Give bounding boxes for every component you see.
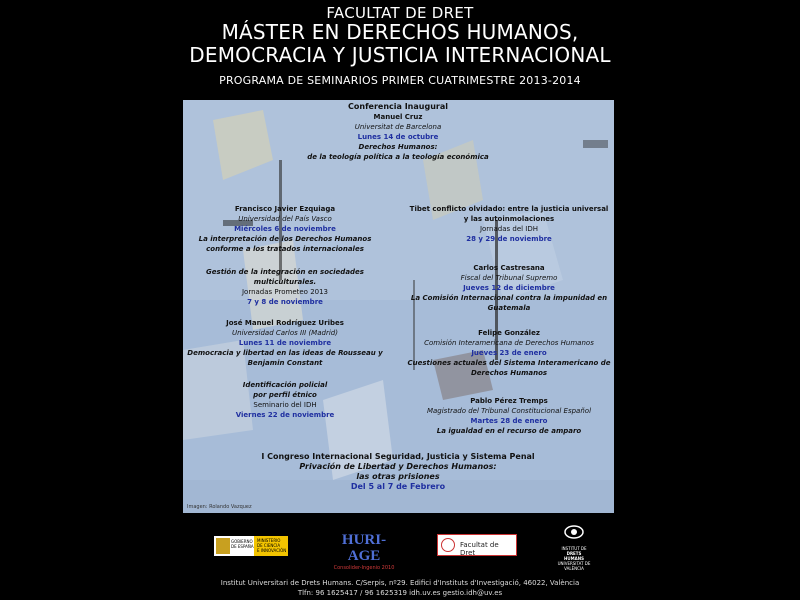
congress-title-2: las otras prisiones — [356, 472, 440, 481]
eye-icon — [564, 522, 584, 542]
seminar-title-1: Democracia y libertad en las ideas de Rousseau y — [187, 349, 383, 357]
seminar-title-2: conforme a los tratados internacionales — [206, 245, 364, 253]
seminar-series: Jornadas Prometeo 2013 — [241, 288, 329, 296]
speaker-affiliation: Magistrado del Tribunal Constitucional Español — [426, 407, 592, 415]
master-title-line2: DEMOCRACIA Y JUSTICIA INTERNACIONAL — [189, 43, 611, 67]
speaker-name: Felipe González — [478, 329, 540, 337]
seminar-title-2: multiculturales. — [253, 278, 317, 286]
seminar-date: Martes 28 de enero — [470, 417, 548, 425]
speaker-name: Francisco Javier Ezquiaga — [234, 205, 336, 213]
seminar-date: Lunes 11 de noviembre — [238, 339, 332, 347]
speaker-name: Pablo Pérez Tremps — [470, 397, 548, 405]
speaker-affiliation: Fiscal del Tribunal Supremo — [460, 274, 558, 282]
seminar-castresana — [405, 263, 613, 313]
inaugural-conference — [288, 102, 508, 162]
footer-line1: Institut Universitari de Drets Humans. C/Serpis, nº29. Edifici d'Instituts d'Investigació, 46022, València — [220, 579, 580, 587]
speaker-name: Carlos Castresana — [473, 264, 545, 272]
speaker-affiliation: Universidad Carlos III (Madrid) — [232, 329, 338, 337]
footer-line2: Tlfn: 96 1625417 / 96 1625319 idh.uv.es gestio.idh@uv.es — [297, 589, 503, 597]
image-credit: Imagen: Rolando Vazquez — [187, 504, 252, 510]
seminar-title-2: Guatemala — [487, 304, 531, 312]
seminar-date: Jueves 23 de enero — [471, 349, 547, 357]
inaugural-title-1: Derechos Humanos: — [358, 143, 438, 151]
seminar-date: Miércoles 6 de noviembre — [234, 225, 336, 233]
seminar-title-1: Identificación policial — [242, 381, 328, 389]
seminar-series: Seminario del IDH — [253, 401, 317, 409]
speaker-affiliation: Comisión Interamericana de Derechos Humanos — [424, 339, 594, 347]
huriage-logo — [330, 532, 398, 571]
coat-of-arms-icon — [216, 538, 230, 554]
seminar-title-1: Cuestiones actuales del Sistema Interamericano de — [407, 359, 611, 367]
ministry-gov-line1: GOBIERNO — [231, 539, 253, 544]
seminar-ezquiaga — [185, 204, 385, 254]
seminar-date: Viernes 22 de noviembre — [235, 411, 335, 419]
inaugural-heading: Conferencia Inaugural — [348, 102, 448, 111]
ministry-right-line1: MINISTERIO — [257, 538, 281, 543]
congress-heading: I Congreso Internacional Seguridad, Justicia y Sistema Penal — [261, 452, 535, 461]
faculty-heading: FACULTAT DE DRET — [326, 4, 474, 22]
seminar-series: Jornadas del IDH — [479, 225, 539, 233]
idh-line4: UNIVERSITAT DE VALÈNCIA — [557, 561, 591, 571]
facultat-dret-logo — [437, 534, 517, 556]
footer-address — [0, 578, 800, 598]
idh-line1: INSTITUT DE — [561, 546, 587, 551]
seminar-rodriguez-uribes — [185, 318, 385, 368]
seminar-title-1: La igualdad en el recurso de amparo — [436, 427, 582, 435]
seminar-date: 28 y 29 de noviembre — [466, 235, 552, 243]
seminar-title-1: La interpretación de los Derechos Humanos — [198, 235, 372, 243]
master-title-line1: MÁSTER EN DERECHOS HUMANOS, — [221, 20, 579, 44]
university-seal-icon — [441, 538, 455, 552]
congress-block — [243, 452, 553, 492]
seminar-title-2: Benjamin Constant — [247, 359, 323, 367]
seminar-perfil-etnico — [185, 380, 385, 420]
congress-title-1: Privación de Libertad y Derechos Humanos: — [299, 462, 497, 471]
sponsor-logos — [0, 520, 800, 575]
seminar-title-2: por perfil étnico — [253, 391, 317, 399]
ministry-gov-line2: DE ESPAÑA — [231, 544, 254, 549]
seminar-title-2: Derechos Humanos — [470, 369, 548, 377]
inaugural-speaker: Manuel Cruz — [373, 113, 423, 121]
inaugural-affiliation: Universitat de Barcelona — [354, 123, 442, 131]
inaugural-title-2: de la teología política a la teología económica — [307, 153, 489, 161]
seminar-title-1: La Comisión Internacional contra la impunidad en — [410, 294, 608, 302]
seminar-title-1: Gestión de la integración en sociedades — [206, 268, 364, 276]
seminar-title-2: y las autoinmolaciones — [463, 215, 555, 223]
seminar-tibet — [405, 204, 613, 244]
seminar-title-1: Tibet conflicto olvidado: entre la justicia universal — [409, 205, 609, 213]
idh-logo — [551, 522, 597, 570]
facultat-dret-label: Facultat de Dret — [460, 541, 499, 557]
seminar-integracion — [185, 267, 385, 307]
seminar-date: Jueves 12 de diciembre — [463, 284, 555, 292]
congress-date: Del 5 al 7 de Febrero — [350, 482, 446, 491]
huriage-wordmark: HURI-AGE — [341, 532, 387, 564]
program-subtitle: PROGRAMA DE SEMINARIOS PRIMER CUATRIMESTRE 2013-2014 — [219, 74, 581, 87]
seminar-gonzalez — [405, 328, 613, 378]
seminar-date: 7 y 8 de noviembre — [247, 298, 323, 306]
huriage-subtitle: Consolider-Ingenio 2010 — [333, 565, 395, 571]
seminar-perez-tremps — [405, 396, 613, 436]
idh-line3: HUMANS — [564, 556, 584, 561]
speaker-affiliation: Universidad del País Vasco — [238, 215, 332, 223]
ministry-logo — [214, 536, 288, 556]
seminar-poster — [183, 100, 614, 513]
idh-line2: DRETS — [566, 551, 582, 556]
inaugural-date: Lunes 14 de octubre — [357, 133, 439, 141]
ministry-right-line2: DE CIENCIA — [257, 543, 281, 548]
speaker-name: José Manuel Rodríguez Uribes — [226, 319, 344, 327]
ministry-right-line3: E INNOVACIÓN — [257, 548, 287, 553]
